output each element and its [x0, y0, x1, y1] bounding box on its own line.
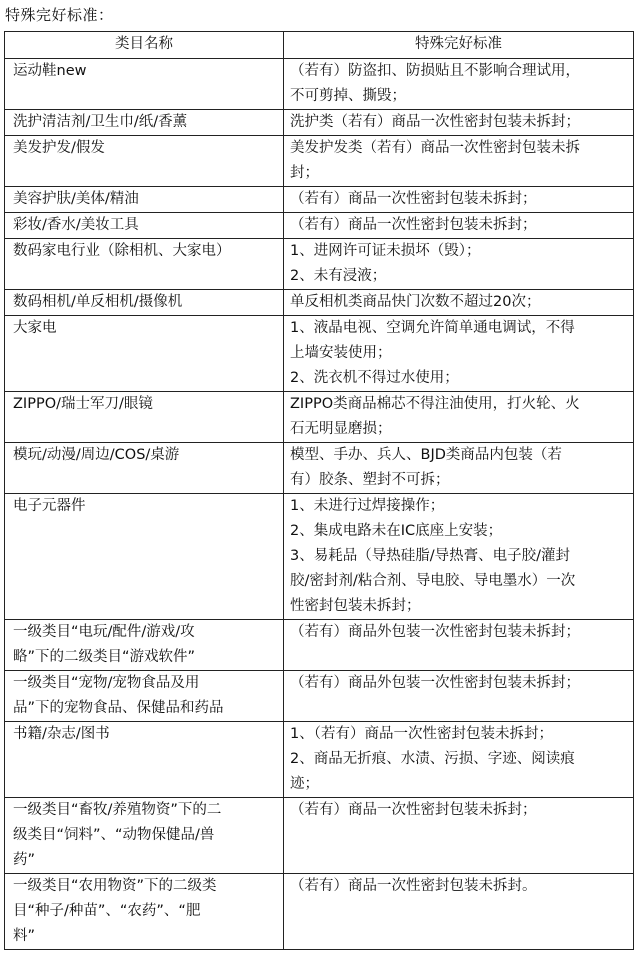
category-cell	[5, 239, 284, 290]
table-row	[5, 59, 634, 110]
standard-text: 2、未有浸液；	[290, 268, 387, 284]
standard-cell	[284, 494, 634, 620]
category-text: 洗护清洁剂/卫生巾/纸/香薰	[13, 114, 188, 130]
table-row	[5, 874, 634, 950]
table-row	[5, 392, 634, 443]
category-text: 料”	[13, 928, 36, 944]
table-row	[5, 213, 634, 239]
category-text: 目“种子/种苗”、“农药”、“肥	[13, 903, 201, 919]
category-cell	[5, 110, 284, 136]
standard-cell	[284, 620, 634, 671]
table-row	[5, 136, 634, 187]
table-row	[5, 798, 634, 874]
category-cell	[5, 213, 284, 239]
category-text: 运动鞋new	[13, 63, 87, 79]
standard-text: （若有）防盗扣、防损贴且不影响合理试用，	[290, 63, 580, 79]
table-row	[5, 239, 634, 290]
standard-text: 迹；	[290, 776, 319, 792]
standard-text: 1、未进行过焊接操作；	[290, 498, 445, 514]
standard-cell	[284, 874, 634, 950]
standard-text: 美发护发类（若有）商品一次性密封包装未拆	[290, 140, 580, 156]
standard-cell	[284, 671, 634, 722]
standard-text: （若有）商品一次性密封包装未拆封。	[290, 878, 537, 894]
category-cell	[5, 798, 284, 874]
category-text: 一级类目“电玩/配件/游戏/攻	[13, 624, 195, 640]
category-text: 略”下的二级类目“游戏软件”	[13, 649, 196, 665]
table-row	[5, 187, 634, 213]
standard-cell	[284, 443, 634, 494]
category-cell	[5, 620, 284, 671]
standard-text: 3、易耗品（导热硅脂/导热膏、电子胶/灌封	[290, 548, 570, 564]
category-cell	[5, 722, 284, 798]
standard-text: 2、商品无折痕、水渍、污损、字迹、阅读痕	[290, 751, 575, 767]
table-row	[5, 494, 634, 620]
category-text: 一级类目“畜牧/养殖物资”下的二	[13, 802, 222, 818]
page-title: 特殊完好标准：	[5, 6, 114, 24]
standard-cell	[284, 290, 634, 316]
standard-text: （若有）商品一次性密封包装未拆封；	[290, 217, 537, 233]
category-text: 大家电	[13, 320, 57, 336]
category-text: 一级类目“农用物资”下的二级类	[13, 878, 217, 894]
category-text: 模玩/动漫/周边/COS/桌游	[13, 447, 180, 463]
category-text: 美发护发/假发	[13, 140, 105, 156]
standard-cell	[284, 798, 634, 874]
category-text: 电子元器件	[13, 498, 86, 514]
standard-text: （若有）商品一次性密封包装未拆封；	[290, 191, 537, 207]
standard-text: 石无明显磨损；	[290, 421, 392, 437]
table-row	[5, 316, 634, 392]
standard-cell	[284, 187, 634, 213]
standard-text: 不可剪掉、撕毁；	[290, 88, 406, 104]
standard-text: 2、集成电路未在IC底座上安装；	[290, 523, 503, 539]
table-row	[5, 110, 634, 136]
table-row	[5, 620, 634, 671]
table-row	[5, 722, 634, 798]
standard-text: 1、进网许可证未损坏（毁）；	[290, 243, 481, 259]
category-text: 一级类目“宠物/宠物食品及用	[13, 675, 200, 691]
category-text: 美容护肤/美体/精油	[13, 191, 139, 207]
category-cell	[5, 136, 284, 187]
standard-cell	[284, 136, 634, 187]
table-row	[5, 443, 634, 494]
standard-text: 模型、手办、兵人、BJD类商品内包装（若	[290, 447, 562, 463]
standard-text: 1、液晶电视、空调允许简单通电调试，不得	[290, 320, 575, 336]
category-text: 数码相机/单反相机/摄像机	[13, 294, 183, 310]
standard-text: 1、（若有）商品一次性密封包装未拆封；	[290, 726, 553, 742]
category-cell	[5, 290, 284, 316]
category-cell	[5, 392, 284, 443]
category-cell	[5, 59, 284, 110]
column-header-category: 类目名称	[5, 32, 284, 59]
standard-cell	[284, 316, 634, 392]
standard-text: （若有）商品外包装一次性密封包装未拆封；	[290, 675, 580, 691]
category-text: 药”	[13, 852, 36, 868]
standard-text: （若有）商品一次性密封包装未拆封；	[290, 802, 537, 818]
category-text: 书籍/杂志/图书	[13, 726, 110, 742]
category-cell	[5, 494, 284, 620]
column-header-standard: 特殊完好标准	[284, 32, 634, 59]
category-cell	[5, 874, 284, 950]
standard-cell	[284, 110, 634, 136]
table-body	[5, 59, 634, 950]
standard-text: 洗护类（若有）商品一次性密封包装未拆封；	[290, 114, 580, 130]
standard-cell	[284, 392, 634, 443]
special-condition-table	[4, 31, 634, 950]
standard-text: 封；	[290, 165, 319, 181]
category-text: ZIPPO/瑞士军刀/眼镜	[13, 396, 153, 412]
category-text: 级类目“饲料”、“动物保健品/兽	[13, 827, 215, 843]
table-header-row	[5, 32, 634, 59]
category-cell	[5, 443, 284, 494]
category-text: 彩妆/香水/美妆工具	[13, 217, 139, 233]
standard-text: 2、洗衣机不得过水使用；	[290, 370, 459, 386]
standard-text: 胶/密封剂/粘合剂、导电胶、导电墨水）一次	[290, 573, 576, 589]
category-cell	[5, 316, 284, 392]
standard-text: 性密封包装未拆封；	[290, 598, 421, 614]
category-cell	[5, 671, 284, 722]
standard-cell	[284, 722, 634, 798]
standard-text: 单反相机类商品快门次数不超过20次；	[290, 294, 541, 310]
standard-text: ZIPPO类商品棉芯不得注油使用，打火轮、火	[290, 396, 580, 412]
standard-text: （若有）商品外包装一次性密封包装未拆封；	[290, 624, 580, 640]
category-cell	[5, 187, 284, 213]
standard-cell	[284, 59, 634, 110]
category-text: 品”下的宠物食品、保健品和药品	[13, 700, 224, 716]
category-text: 数码家电行业（除相机、大家电）	[13, 243, 231, 259]
standard-text: 上墙安装使用；	[290, 345, 392, 361]
table-row	[5, 671, 634, 722]
standard-text: 有）胶条、塑封不可拆；	[290, 472, 450, 488]
table-row	[5, 290, 634, 316]
standard-cell	[284, 239, 634, 290]
standard-cell	[284, 213, 634, 239]
